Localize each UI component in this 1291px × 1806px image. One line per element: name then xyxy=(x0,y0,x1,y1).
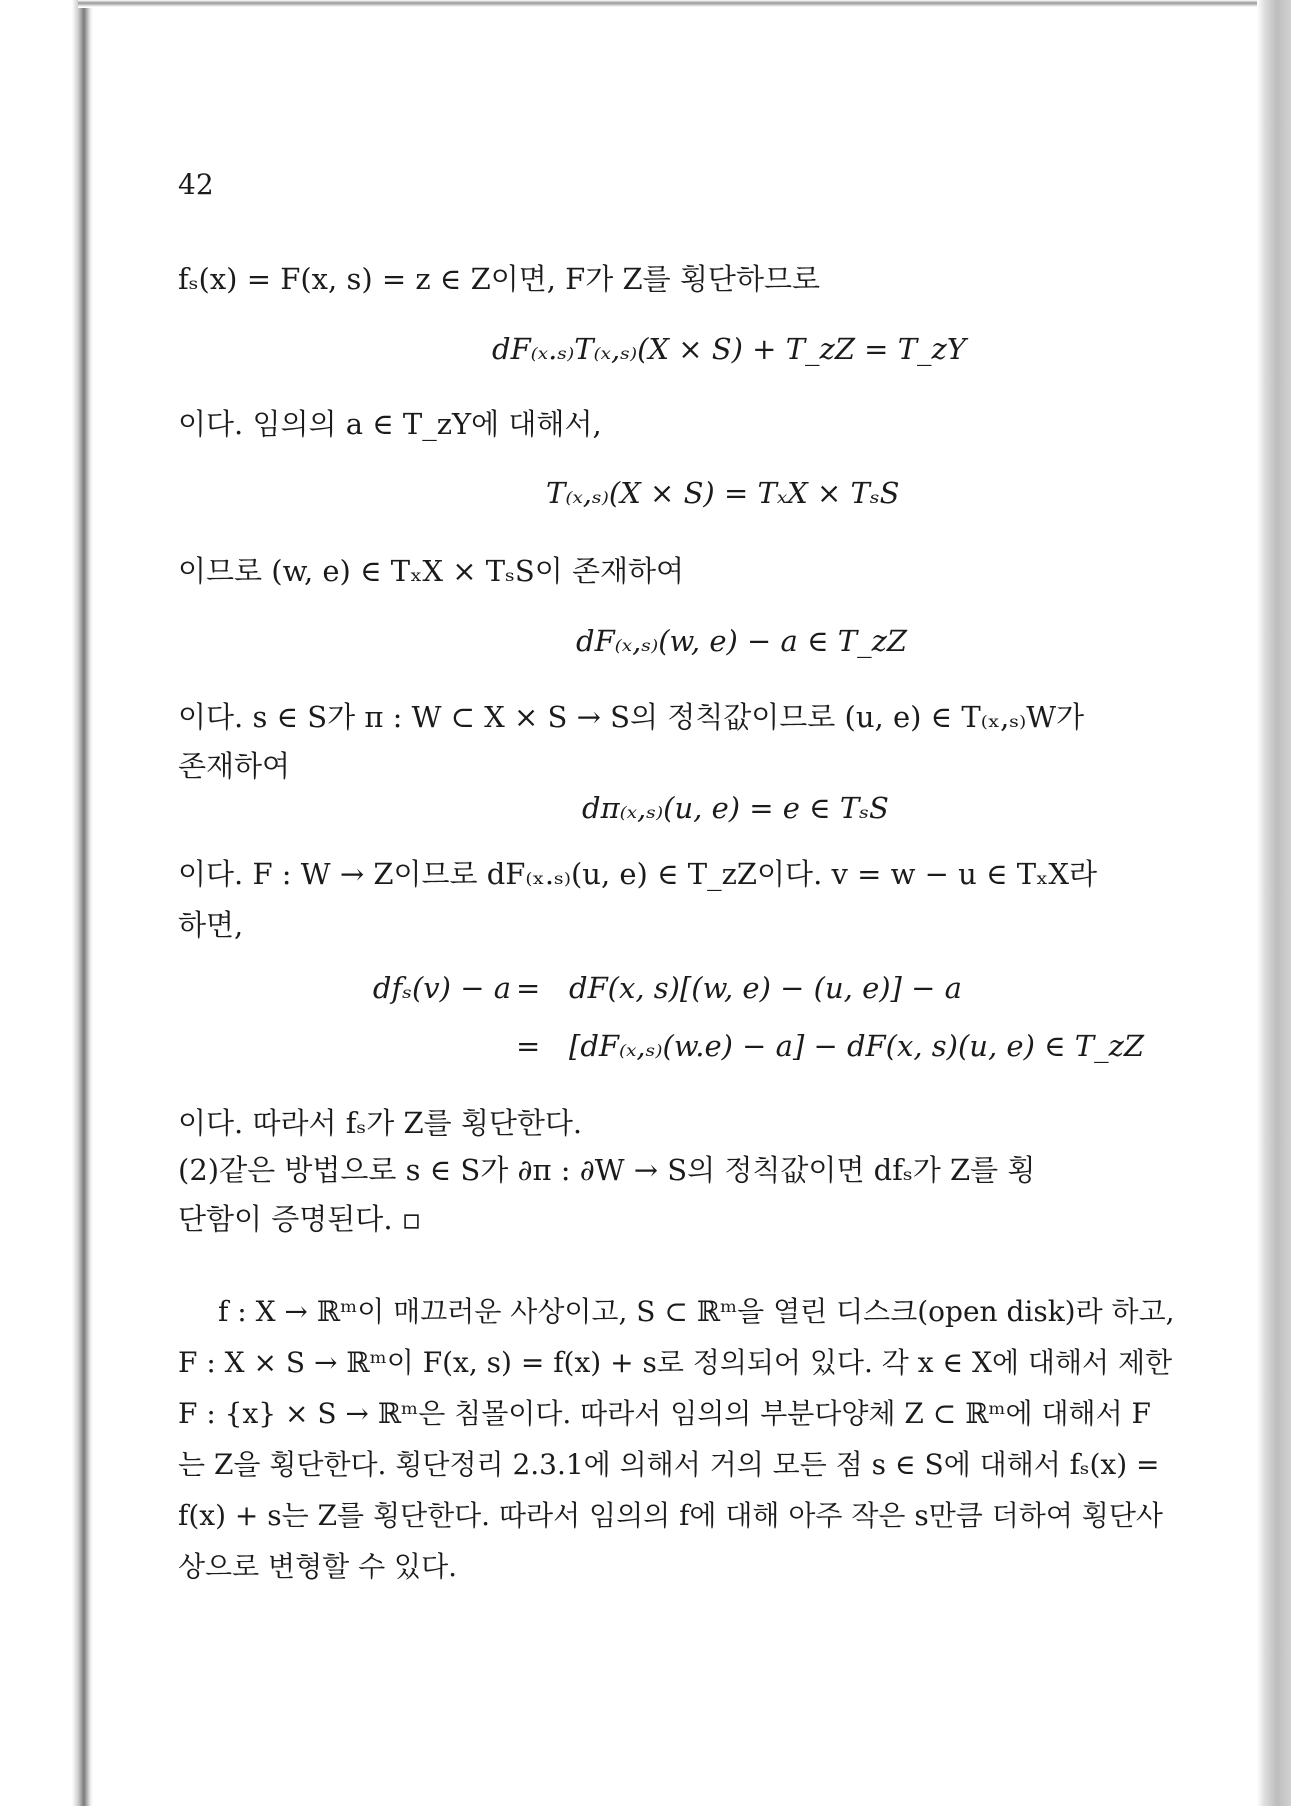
text-line-2: 이다. 임의의 a ∈ T_zY에 대해서, xyxy=(178,407,602,441)
text-line-8: 이다. 따라서 fₛ가 Z를 횡단한다. xyxy=(178,1106,583,1140)
text-line-3: 이므로 (w, e) ∈ TₓX × TₛS이 존재하여 xyxy=(178,554,685,588)
text-line-9: (2)같은 방법으로 s ∈ S가 ∂π : ∂W → S의 정칙값이면 dfₛ가 Z를 횡 xyxy=(178,1153,1036,1187)
equation-3: dF₍ₓ,ₛ₎(w, e) − a ∈ T_zZ xyxy=(576,624,908,658)
text-line-10: 단함이 증명된다. ▫ xyxy=(178,1202,422,1236)
aligned-eq-equals-2: = xyxy=(516,1029,541,1063)
text-line-1: fₛ(x) = F(x, s) = z ∈ Z이면, F가 Z를 횡단하므로 xyxy=(178,262,820,296)
book-spine-shadow xyxy=(0,0,93,1806)
paragraph-text: f : X → ℝᵐ이 매끄러운 사상이고, S ⊂ ℝᵐ을 열린 디스크(open disk)라 하고, F : X × S → ℝᵐ이 F(x, s) = f(x) + s로 정의되어 있다. 각 x ∈ X에 대해서 제한 F : {x} × S → ℝᵐ은 침몰이다. 따라서 임의의 부분다양체 Z ⊂ ℝᵐ에 대해서 F는 Z을 횡단한다. 횡단정리 2.3.1에 의해서 거의 모든 점 s ∈ S에 대해서 fₛ(x) = f(x) + s는 Z를 횡단한다. 따라서 임의의 f에 대해 아주 작은 s만큼 더하여 횡단사상으로 변형할 수 있다. xyxy=(178,1295,1175,1583)
page-number: 42 xyxy=(178,168,214,201)
text-line-5: 존재하여 xyxy=(178,749,291,783)
body-paragraph xyxy=(178,1286,1178,1592)
equation-1: dF₍ₓ.ₛ₎T₍ₓ,ₛ₎(X × S) + T_zZ = T_zY xyxy=(492,332,966,366)
text-line-6: 이다. F : W → Z이므로 dF₍ₓ.ₛ₎(u, e) ∈ T_zZ이다. v = w − u ∈ TₓX라 xyxy=(178,857,1098,891)
aligned-eq-rhs-2: [dF₍ₓ,ₛ₎(w.e) − a] − dF(x, s)(u, e) ∈ T_zZ xyxy=(569,1029,1145,1063)
page-top-edge xyxy=(78,0,1291,8)
text-line-7: 하면, xyxy=(178,908,244,942)
aligned-eq-rhs-1: dF(x, s)[(w, e) − (u, e)] − a xyxy=(569,971,962,1005)
page-right-edge xyxy=(1257,0,1291,1806)
equation-4: dπ₍ₓ,ₛ₎(u, e) = e ∈ TₛS xyxy=(582,791,889,825)
equation-2: T₍ₓ,ₛ₎(X × S) = TₓX × TₛS xyxy=(546,476,900,510)
aligned-eq-equals-1: = xyxy=(516,971,541,1005)
aligned-eq-lhs: dfₛ(v) − a xyxy=(372,971,511,1005)
text-line-4: 이다. s ∈ S가 π : W ⊂ X × S → S의 정칙값이므로 (u, e) ∈ T₍ₓ,ₛ₎W가 xyxy=(178,700,1085,734)
